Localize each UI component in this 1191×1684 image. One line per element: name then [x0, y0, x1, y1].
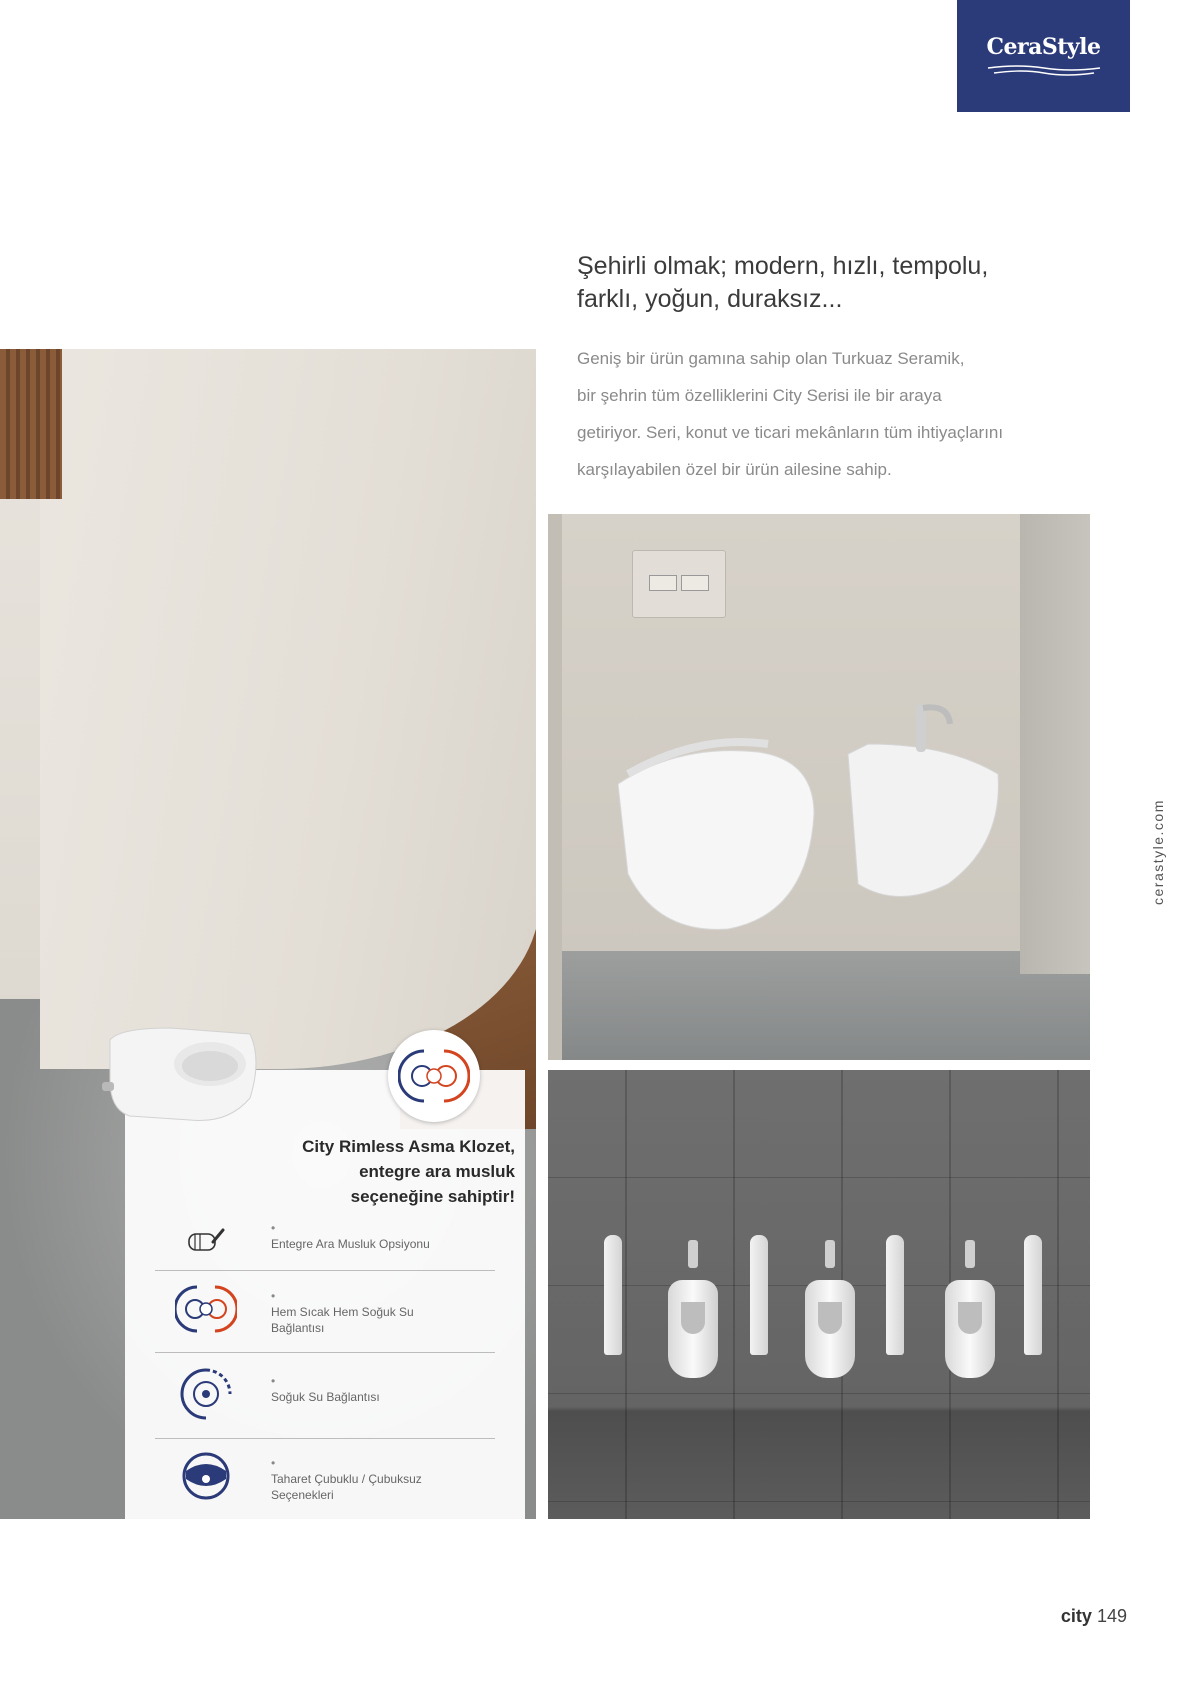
cold-water-icon [175, 1363, 237, 1425]
feature-text: Bağlantısı [271, 1321, 325, 1335]
urinal [945, 1280, 995, 1378]
card-title-line: entegre ara musluk [359, 1162, 515, 1181]
urinal-flush-valve [825, 1240, 835, 1268]
wave-logo-icon [984, 64, 1104, 78]
card-title-line: City Rimless Asma Klozet, [302, 1137, 515, 1156]
intro-line: Geniş bir ürün gamına sahip olan Turkuaz Seramik, [577, 349, 965, 368]
flush-plate-icon [632, 550, 726, 618]
feature-text: Seçenekleri [271, 1488, 334, 1502]
page-number: 149 [1096, 1606, 1127, 1626]
headline-line: farklı, yoğun, duraksız... [577, 285, 843, 313]
urinal [668, 1280, 718, 1378]
hot-cold-water-icon [175, 1278, 237, 1340]
feature-divider [155, 1438, 495, 1439]
page-headline [577, 250, 1097, 316]
hot-cold-water-icon [398, 1045, 470, 1107]
urinal-divider [886, 1235, 904, 1355]
photo-wall-edge [548, 514, 562, 1060]
feature-text: • Taharet Çubuklu / Çubuksuz [271, 1472, 422, 1486]
feature-item [155, 1278, 495, 1348]
feature-text: • Hem Sıcak Hem Soğuk Su [271, 1305, 414, 1319]
photo-curved-wall [40, 349, 536, 1069]
card-title [215, 1134, 515, 1209]
page-footer [1061, 1606, 1127, 1627]
feature-divider [155, 1352, 495, 1353]
faucet-icon [175, 1210, 237, 1272]
product-info-card [125, 1070, 525, 1519]
brand-logo [957, 0, 1130, 112]
bidet-rod-icon [175, 1445, 237, 1507]
urinal-flush-valve [688, 1240, 698, 1268]
intro-line: getiriyor. Seri, konut ve ticari mekânların tüm ihtiyaçlarını [577, 423, 1004, 442]
toilet-bidet-photo [548, 514, 1090, 1060]
feature-item [155, 1445, 495, 1515]
toilet-and-bidet-image [618, 704, 1018, 964]
hot-cold-water-badge [388, 1030, 480, 1122]
intro-paragraph [577, 340, 1117, 488]
urinal [805, 1280, 855, 1378]
urinal-divider [604, 1235, 622, 1355]
intro-line: karşılayabilen özel bir ürün ailesine sahip. [577, 460, 892, 479]
urinal-divider [750, 1235, 768, 1355]
side-website-url: cerastyle.com [1150, 799, 1166, 905]
urinal-flush-valve [965, 1240, 975, 1268]
photo-wood-slats [0, 349, 62, 499]
feature-text: • Soğuk Su Bağlantısı [271, 1390, 380, 1404]
wall-hung-toilet-image [100, 1020, 265, 1130]
intro-line: bir şehrin tüm özelliklerini City Serisi ile bir araya [577, 386, 942, 405]
footer-series: city [1060, 1606, 1092, 1626]
urinal-divider [1024, 1235, 1042, 1355]
feature-text: • Entegre Ara Musluk Opsiyonu [271, 1237, 430, 1251]
feature-divider [155, 1270, 495, 1271]
urinals-photo [548, 1070, 1090, 1519]
logo-text: CeraStyle [986, 34, 1101, 60]
card-title-line: seçeneğine sahiptir! [350, 1187, 515, 1206]
headline-line: Şehirli olmak; modern, hızlı, tempolu, [577, 252, 989, 280]
feature-item [155, 1363, 495, 1433]
photo-side-wall [1020, 514, 1090, 974]
